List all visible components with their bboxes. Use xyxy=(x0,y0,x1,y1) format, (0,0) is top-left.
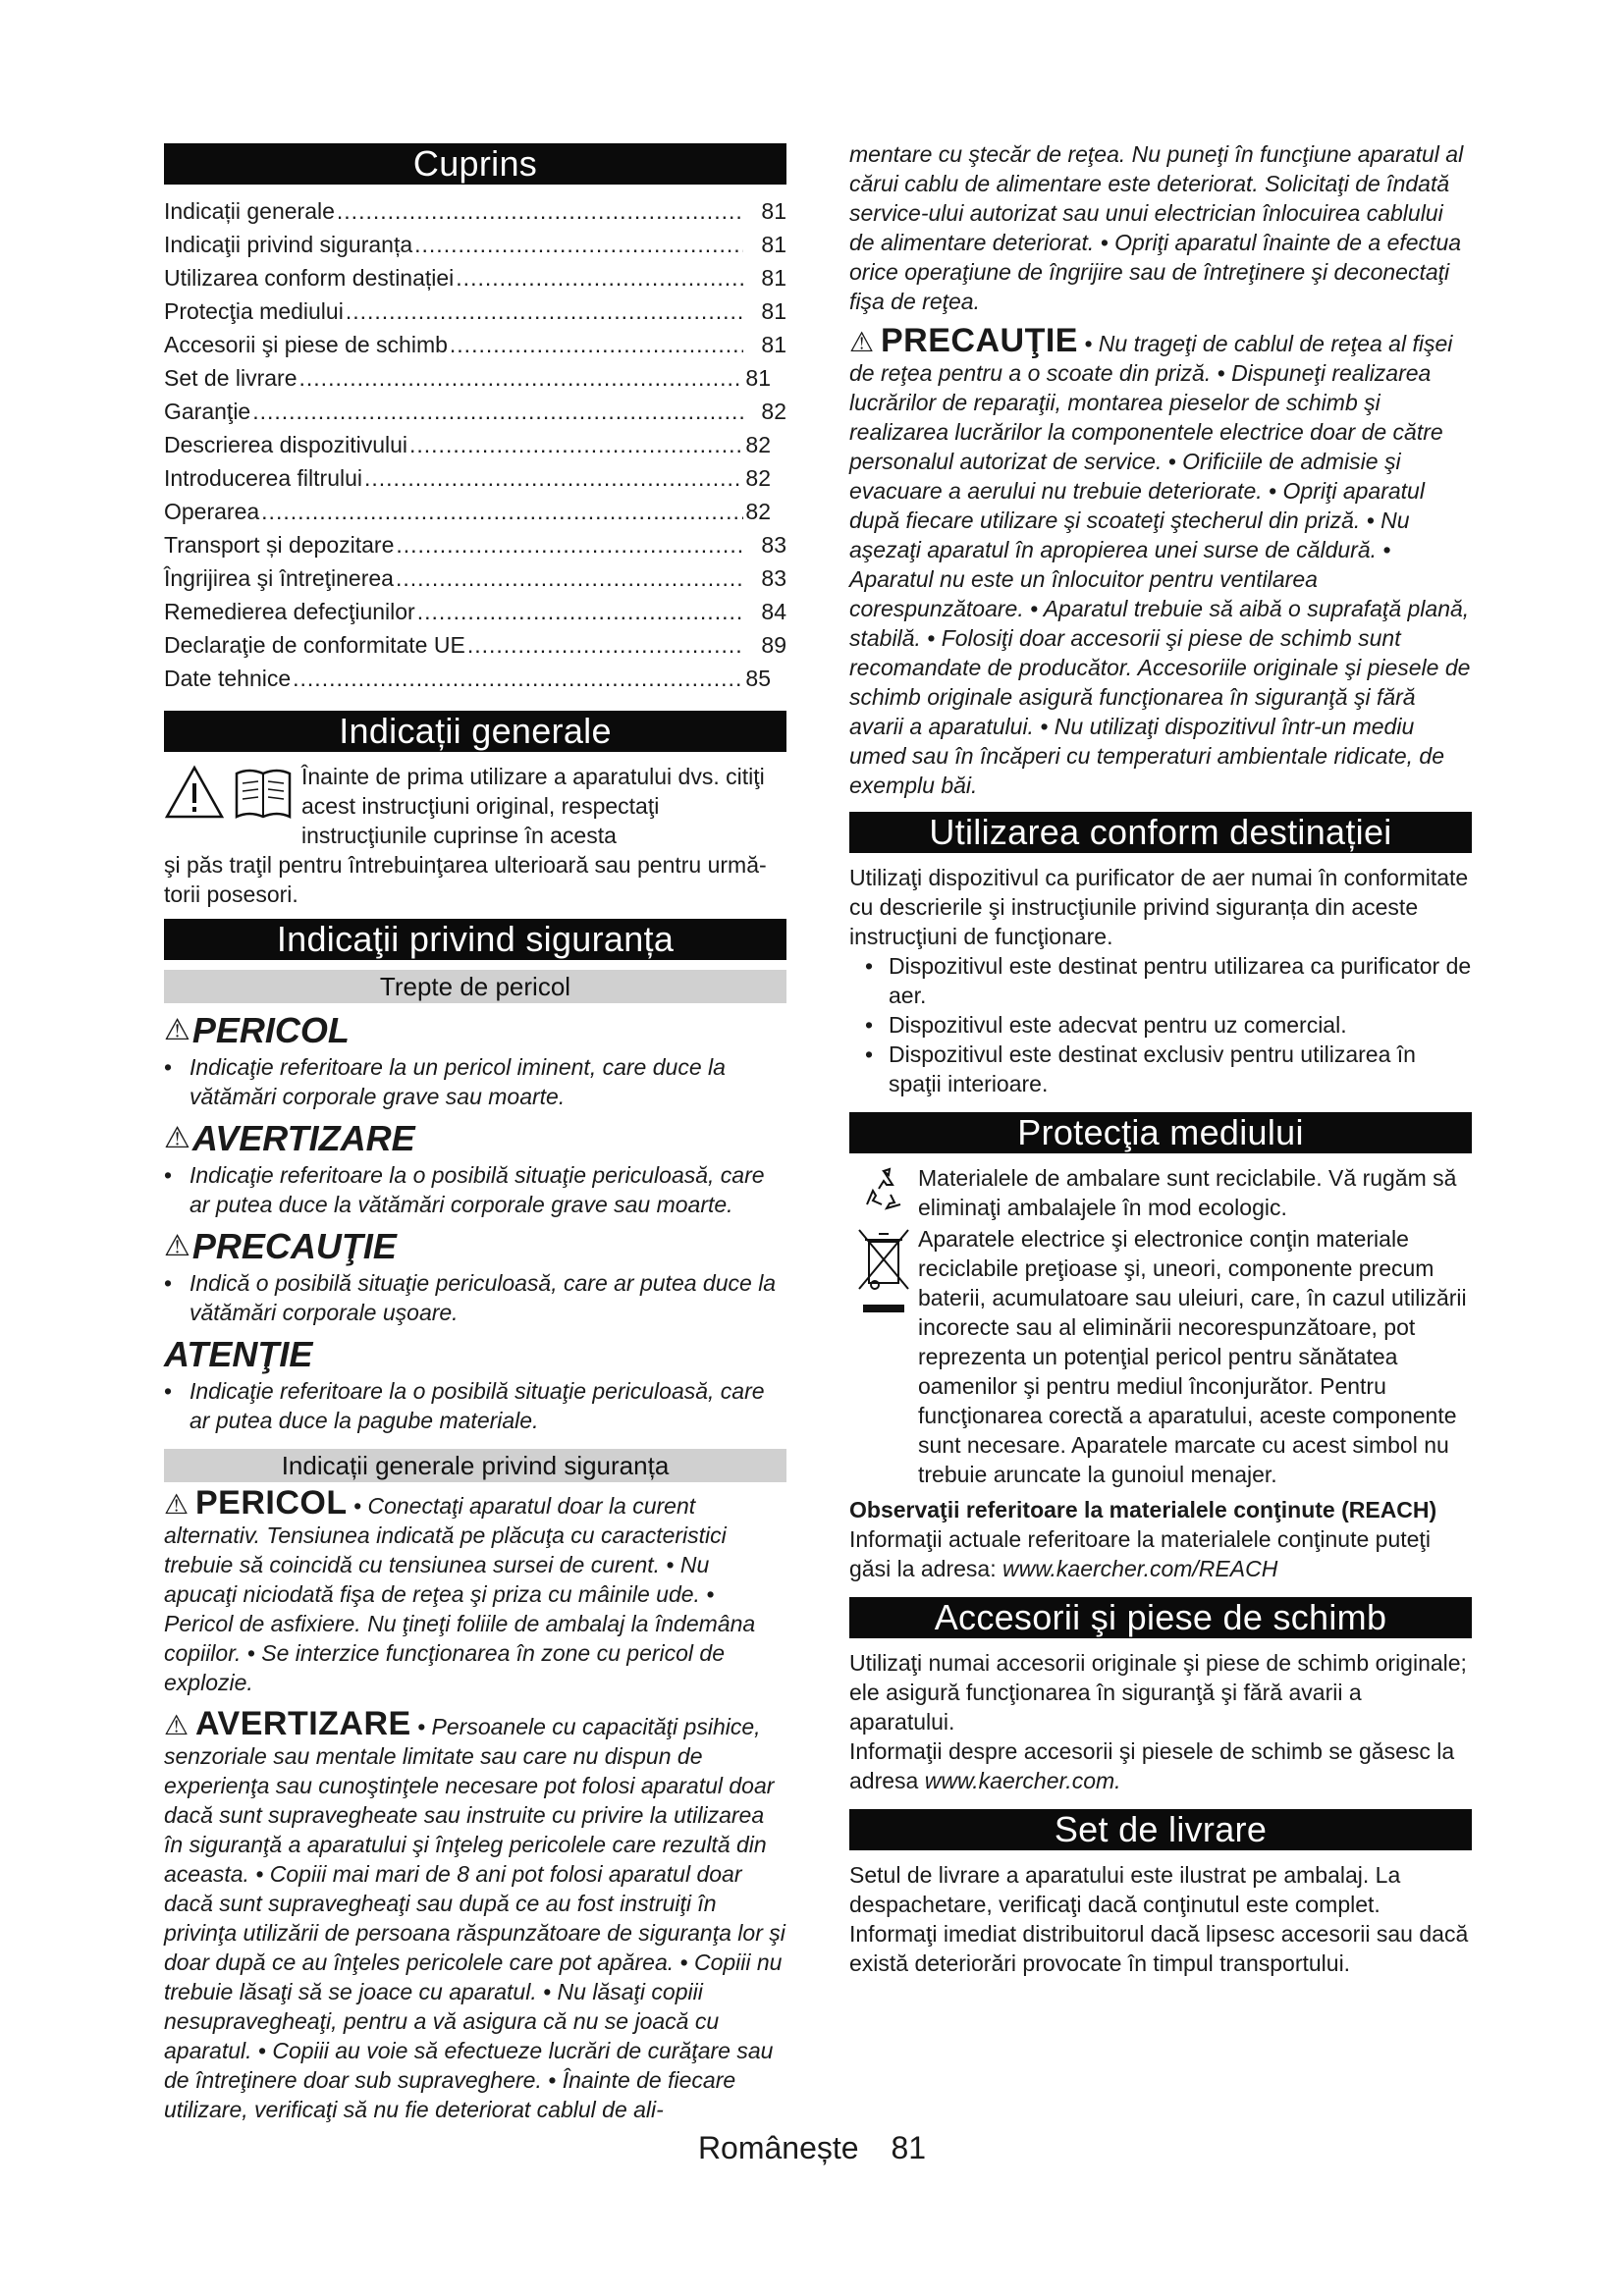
recycle-text: Materialele de ambalare sunt reciclabile. Vă rugăm să eliminaţi ambalajele în mod ecologic. xyxy=(918,1165,1457,1220)
toc-entry[interactable]: Utilizarea conform destinației ..... 81 xyxy=(164,261,786,294)
safety-heading: Indicaţii privind siguranța xyxy=(164,919,786,960)
avertizare-paragraph: ⚠ AVERTIZARE • Persoanele cu capacităţi psihice, senzoriale sau mentale limitate sau care nu dispun de experienţa sau cunoştinţele necesare pot folosi aparatul doar dacă sunt supravegheate sau instruite cu privire la utilizarea în siguranţă a aparatului şi înţeleg pericolele care rezultă din aceasta. • Copiii mai mari de 8 ani pot folosi aparatul doar dacă sunt supravegheaţi sau după ce au fost instruiţi în privinţa utilizării de persoana răspunzătoare de siguranţa lor şi doar după ce au înţeles pericolele care pot apărea. • Copiii nu trebuie lăsaţi să se joace cu aparatul. • Nu lăsaţi copiii nesupravegheaţi, pentru a vă asigura că nu se joacă cu aparatul. • Copiii au voie să efectueze lucrări de curăţare sau de întreţinere doar sub supraveghere. • Înainte de fiecare utilizare, verificaţi să nu fie deteriorat cablul de ali- xyxy=(164,1705,785,2122)
page-number: 81 xyxy=(891,2130,927,2165)
toc-entry[interactable]: Garanţie ..... 82 xyxy=(164,395,786,428)
warning-triangle-icon: ⚠ xyxy=(164,1122,190,1154)
safety-continued: mentare cu ştecăr de reţea. Nu puneţi în funcţiune aparatul al cărui cablu de alimentare este deteriorat. Solicitaţi de îndată service-ului autorizat sau unui electrician înlocuirea cablului de alimentare deteriorat. • Opriţi aparatul înainte de a efectua orice operaţiune de îngrijire sau de întreţinere şi deconectaţi fişa de reţea. xyxy=(849,141,1464,314)
delivery-text: Setul de livrare a aparatului este ilustrat pe ambalaj. La despachetare, verificaţi dacă conţinutul este complet. Informaţi imediat distribuitorul dacă lipsesc accesorii sau dacă există deteriorări provocate în timpul transportului. xyxy=(849,1862,1469,1976)
page-footer xyxy=(0,2130,1624,2166)
toc-entry[interactable]: Transport și depozitare ..... 83 xyxy=(164,528,786,561)
reach-text: Informaţii actuale referitoare la materialele conţinute puteţi găsi la adresa: www.kaercher.com/REACH xyxy=(849,1526,1431,1581)
warning-triangle-icon: ⚠ xyxy=(164,1710,189,1740)
toc-entry[interactable]: Date tehnice ..... 85 xyxy=(164,662,786,695)
toc-heading: Cuprins xyxy=(164,143,786,185)
toc-entry[interactable]: Indicații generale ..... 81 xyxy=(164,194,786,228)
toc-entry[interactable]: Indicaţii privind siguranța ..... 81 xyxy=(164,228,786,261)
reach-title: Observaţii referitoare la materialele conţinute (REACH) xyxy=(849,1497,1437,1522)
toc-entry[interactable]: Descrierea dispozitivului ..... 82 xyxy=(164,428,786,461)
general-intro xyxy=(164,762,786,850)
recycling-icon xyxy=(857,1165,910,1218)
warning-triangle-icon: ⚠ xyxy=(164,1489,189,1520)
accessories-link[interactable]: www.kaercher.com. xyxy=(924,1768,1121,1793)
warning-triangle-icon: ⚠ xyxy=(849,327,875,357)
weee-text: Aparatele electrice şi electronice conţin materiale reciclabile preţioase şi, uneori, componente precum baterii, acumulatoare sau uleiuri, care, în cazul utilizării incorecte sau al eliminării necorespunzătoare, pot reprezenta un potenţial pericol pentru sănătatea oamenilor şi pentru mediul înconjurător. Pentru funcţionarea corectă a aparatului, aceste componente sunt necesare. Aparatele marcate cu acest simbol nu trebuie aruncate la gunoiul menajer. xyxy=(918,1226,1467,1487)
pericol-paragraph: ⚠ PERICOL • Conectaţi aparatul doar la curent alternativ. Tensiunea indicată pe plăcuţa cu caracteristici trebuie să coincidă cu tensiunea sursei de curent. • Nu apucaţi niciodată fişa de reţea şi priza cu mâinile ude. • Pericol de asfixiere. Nu ţineţi foliile de ambalaj la îndemâna copiilor. • Se interzice funcţionarea în zone cu pericol de explozie. xyxy=(164,1484,756,1695)
manual-book-icon xyxy=(233,764,294,823)
toc-entry[interactable]: Set de livrare ..... 81 xyxy=(164,361,786,395)
warning-triangle-icon: ⚠ xyxy=(164,1014,190,1046)
toc-entry[interactable]: Introducerea filtrului ..... 82 xyxy=(164,461,786,495)
left-column: Cuprins Indicații generale ..... 81 Indicaţii privind siguranța ..... 81 Utilizarea conform destinației ..... 81 Protecţia mediului ..... 81 Accesorii şi piese de schimb ..... 81 Set de livrare ..... 81 Garanţie ..... 82 Descrierea dispozitivului ..... 82 Introducerea filtrului ..... 82 Operarea ..... 82 Transport și depozitare ..... 83 Îngrijirea şi întreţinerea ..... 83 Remedierea defecţiunilor ..... 84 Declaraţie de conformitate UE ..... 89 Date tehnice ..... 85 Indicații generale Înainte de prima utilizare a aparatului dvs. citiţi acest instrucţiuni original, respectaţi instrucţiunile cuprinse în acesta şi păs traţil pentru întrebuinţarea ulterioară sau pentru urmă-torii posesori. Indicaţii privind siguranța Trepte de pericol ⚠ PERICOL • Indicaţie referitoare la un pericol iminent, care duce la vătămări corporale grave sau moarte. ⚠ AVERTIZARE • Indicaţie referitoare la o posibilă situaţie periculoasă, care ar putea duce la vătămări corporale grave sau moarte. ⚠ PRECAUŢIE • Indică o posibilă situaţie periculoasă, care ar putea duce la vătămări corporale uşoare. ATENŢIE • Indicaţie referitoare la o posibilă situaţie periculoasă, care ar putea duce la pagube materiale. Indicații generale privind siguranța ⚠ PERICOL • Conectaţi aparatul doar la curent alternativ. Tensiunea indicată pe plăcuţa cu caracteristici trebuie să coincidă cu tensiunea sursei de curent. • Nu apucaţi niciodată fişa de reţea şi priza cu mâinile ude. • Pericol de asfixiere. Nu ţineţi foliile de ambalaj la îndemâna copiilor. • Se interzice funcţionarea în zone cu pericol de explozie. ⚠ AVERTIZARE • Persoanele cu capacităţi psihice, senzoriale sau mentale limitate sau care nu dispun de experienţa sau cunoştinţele necesare pot folosi aparatul doar dacă sunt supravegheate sau instruite cu privire la utilizarea în siguranţă a aparatului şi înţeleg pericolele care rezultă din aceasta. • Copiii mai mari de 8 ani pot folosi aparatul doar dacă sunt supravegheaţi sau după ce au fost instruiţi în privinţa utilizării de persoana răspunzătoare de siguranţa lor şi doar după ce au înţeles pericolele care pot apărea. • Copiii nu trebuie lăsaţi să se joace cu aparatul. • Nu lăsaţi copiii nesupravegheaţi, pentru a vă asigura că nu se joacă cu aparatul. • Copiii au voie să efectueze lucrări de curăţare sau de întreţinere doar sub supraveghere. • Înainte de fiecare utilizare, verificaţi să nu fie deteriorat cablul de ali- xyxy=(164,143,786,2124)
list-item: • Dispozitivul este adecvat pentru uz comercial. xyxy=(864,1012,1347,1038)
warning-triangle-icon xyxy=(164,764,225,821)
hazard-level-precautie: ⚠ PRECAUŢIE xyxy=(164,1226,397,1266)
right-column xyxy=(849,139,1472,1978)
precautie-paragraph: ⚠ PRECAUŢIE • Nu trageţi de cablul de reţea al fişei de reţea pentru a o scoate din priză. • Dispuneţi realizarea lucrărilor de reparaţii, montarea pieselor de schimb şi realizarea lucrărilor la componentele electrice doar de către personalul autorizat de service. • Orificiile de admisie şi evacuare a aerului nu trebuie deteriorate. • Opriţi aparatul după fiecare utilizare şi scoateţi ştecherul din priză. • Nu aşezaţi aparatul în apropierea unei surse de căldură. • Aparatul nu este un înlocuitor pentru ventilarea corespunzătoare. • Aparatul trebuie să aibă o suprafaţă plană, stabilă. • Folosiţi doar accesorii şi piese de schimb sunt recomandate de producător. Accesoriile originale şi piesele de schimb originale asigură funcţionarea în siguranţă şi fără avarii a aparatului. • Nu utilizaţi dispozitivul într-un mediu umed sau în încăperi cu temperaturi ambientale ridicate, de exemplu băi. xyxy=(849,322,1471,798)
reach-link[interactable]: www.kaercher.com/REACH xyxy=(1001,1556,1278,1581)
general-heading: Indicații generale xyxy=(164,711,786,752)
list-item: • Dispozitivul este destinat pentru utilizarea ca purificator de aer. xyxy=(864,953,1472,1008)
hazard-level-avertizare: ⚠ AVERTIZARE xyxy=(164,1118,415,1158)
crossed-bin-icon xyxy=(855,1226,912,1320)
accessories-info: Informaţii despre accesorii şi piesele de schimb se găsesc la adresa www.kaercher.com. xyxy=(849,1738,1455,1793)
warning-triangle-icon: ⚠ xyxy=(164,1230,190,1262)
intro-text: Înainte de prima utilizare a aparatului dvs. citiţi acest instrucţiuni original, respectaţi instrucţiunile cuprinse în acesta xyxy=(301,764,765,848)
accessories-text: Utilizaţi numai accesorii originale şi piese de schimb originale; ele asigură funcţionarea în siguranţă şi fără avarii a aparatului. xyxy=(849,1650,1467,1735)
usage-text: Utilizaţi dispozitivul ca purificator de aer numai în conformitate cu descrierile şi instrucţiunile privind siguranța din aceste instrucţiuni de funcţionare. xyxy=(849,865,1469,949)
usage-heading: Utilizarea conform destinației xyxy=(849,812,1472,853)
toc-entry[interactable]: Operarea ..... 82 xyxy=(164,495,786,528)
toc-entry[interactable]: Remedierea defecţiunilor ..... 84 xyxy=(164,595,786,628)
list-item: • Dispozitivul este destinat exclusiv pentru utilizarea în spaţii interioare. xyxy=(864,1041,1416,1096)
environment-heading: Protecţia mediului xyxy=(849,1112,1472,1153)
toc-entry[interactable]: Accesorii şi piese de schimb ..... 81 xyxy=(164,328,786,361)
general-safety-heading: Indicații generale privind siguranța xyxy=(164,1449,786,1482)
table-of-contents xyxy=(164,194,786,695)
intro-text-continued: şi păs traţil pentru întrebuinţarea ulterioară sau pentru urmă-torii posesori. xyxy=(164,852,767,907)
hazard-level-pericol: ⚠ PERICOL xyxy=(164,1010,350,1050)
hazard-levels-heading: Trepte de pericol xyxy=(164,970,786,1003)
accessories-heading: Accesorii şi piese de schimb xyxy=(849,1597,1472,1638)
hazard-level-atentie: ATENŢIE xyxy=(164,1334,313,1374)
footer-language: Românește xyxy=(697,2130,859,2165)
toc-entry[interactable]: Îngrijirea şi întreţinerea ..... 83 xyxy=(164,561,786,595)
toc-entry[interactable]: Protecţia mediului ..... 81 xyxy=(164,294,786,328)
delivery-heading: Set de livrare xyxy=(849,1809,1472,1850)
toc-entry[interactable]: Declaraţie de conformitate UE ..... 89 xyxy=(164,628,786,662)
